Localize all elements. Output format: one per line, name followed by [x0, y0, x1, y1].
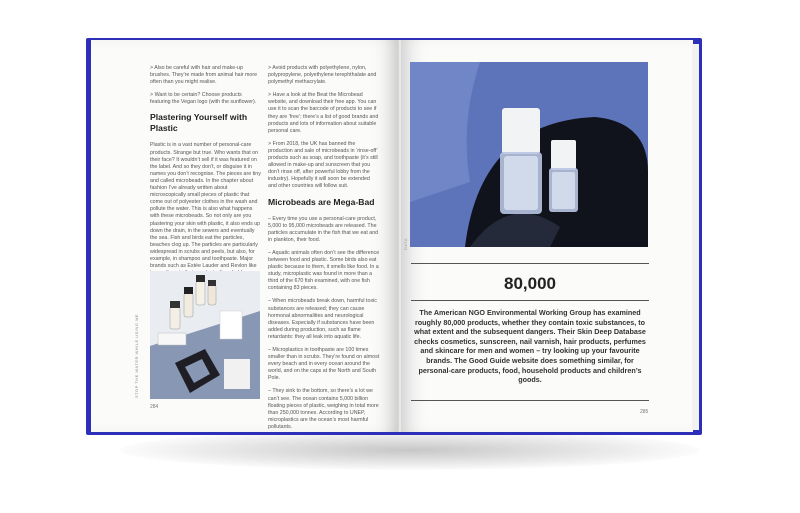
paragraph: > From 2018, the UK has banned the production and sale of microbeads in ‘rinse-off’ products such as soap, and toothpaste (it’s still allowed in make-up and sunscreen that you don’t rinse off, after powerful lobby from the industry). Hopefully it will soon be extended and other countries will follow suit. — [268, 140, 378, 190]
left-vertical-label: STOP THE WATER WHILE USING ME — [134, 313, 139, 398]
left-column-1 — [150, 65, 262, 290]
right-vertical-label: DATA — [403, 237, 408, 250]
paragraph: – When microbeads break down, harmful toxic substances are released; they can cause hormonal abnormalities and neurological diseases. Especially if substances have been added during production, such as flame retardants: they all leak into aquatic life. — [268, 298, 377, 340]
top-divider — [411, 263, 649, 264]
paragraph: > Have a look at the Beat the Microbead website, and download their free app. You can use it to scan the barcode of products to see if they are ‘free’; there’s a list of good brands and products and lots of information about suitable personal care. — [268, 92, 379, 134]
section-heading: Plastering Yourself with Plastic — [150, 112, 248, 134]
book-shadow — [120, 430, 700, 470]
statistic-description: The American NGO Environmental Working Group has examined roughly 80,000 products, whether they contain toxic substances, to what extent and the subsequent dangers. Their Skin Deep Database checks cosmetics, sunscreen, nail varnish, hair products, perfumes and skincare for men and women – try looking up your favourite brands. The Good Guide website does something similar, for personal-care products, food, household products and children’s goods. — [414, 308, 646, 385]
page-edges — [692, 44, 699, 430]
left-page-number: 284 — [150, 404, 159, 410]
perfume-photo — [410, 62, 648, 247]
perfume-photo-art — [410, 62, 648, 247]
paragraph: > Avoid products with polyethylene, nylon, polypropylene, polyethylene terephthalate and polymethyl methacrylate. — [268, 65, 377, 86]
paragraph: – Every time you use a personal-care product, 5,000 to 95,000 microbeads are released. The particles accumulate in the fish that we eat and in plankton, their food. — [268, 215, 379, 243]
right-page-number: 285 — [640, 409, 649, 415]
middle-divider — [411, 300, 649, 301]
section-heading: Microbeads are Mega-Bad — [268, 196, 375, 207]
left-column-2 — [268, 65, 380, 437]
paragraph: Plastic is in a vast number of personal-care products. Strange but true. Who wants that on their face? It wouldn’t sell if it was featured on the label. And so they don’t, or disguise it in names you don’t recognise. The pieces are tiny and called microbeads. In the chapter about fashion I’ve already written about microscopically small pieces of plastic that come out of polyester clothes in the wash and pollute the water. This is also what happens with these microbeads. So not only are you plastering your skin with plastic, it also ends up down the drain, in the sewers and eventually the sea. Fish and birds eat the particles, beaches clog up. The particles are particularly widespread in scrubs and peels, but also, for example, in shampoo and toothpaste. Major brands such as Estée Lauder and Revlon like — [150, 142, 261, 270]
paragraph: – Aquatic animals often don’t see the difference between food and plastic. Some birds also eat plastic because to them, it smells like food. In a study, microplastic was found in more than a third of the 670 fish examined, with one fish containing 83 pieces. — [268, 249, 380, 292]
statistic-number: 80,000 — [504, 274, 556, 293]
paragraph: > Want to be certain? Choose products featuring the Vegan logo (with the sunflower). — [150, 92, 257, 106]
book-spine — [398, 40, 402, 432]
cosmetics-photo-art — [150, 271, 260, 399]
paragraph: > Also be careful with hair and make-up brushes. They’re made from animal hair more often than you might realise. — [150, 65, 258, 86]
paragraph: – They sink to the bottom, so there’s a lot we can’t see. The ocean contains 5,000 billion floating pieces of plastic, weighing in total more than 250,000 tonnes. According to UNEP, microplastics are the ocean’s most harmful pollutants. — [268, 388, 379, 430]
bottom-divider — [411, 400, 649, 401]
cosmetics-photo — [150, 271, 260, 399]
paragraph: – Microplastics in toothpaste are 100 times smaller than in scrubs. They’re found on almost every beach and in every ocean around the world, and on the caps at the North and South Pole. — [268, 347, 380, 382]
